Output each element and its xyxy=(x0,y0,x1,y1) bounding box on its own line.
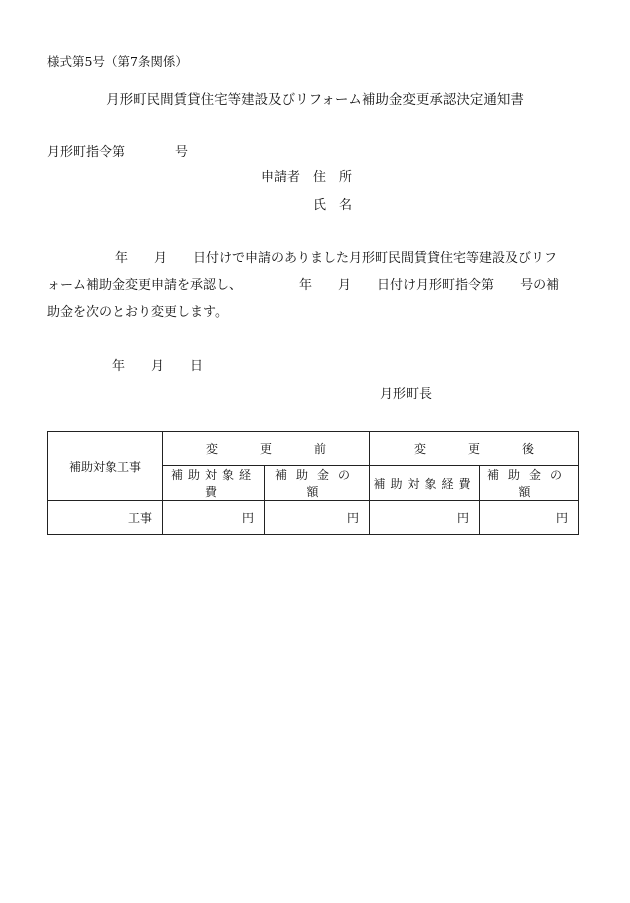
body-text-2a: ォーム補助金変更申請を承認し、 xyxy=(47,278,243,293)
body-line-2 xyxy=(47,272,587,299)
before-header-cell: 変更前 xyxy=(163,432,370,466)
issuer: 月形町長 xyxy=(380,387,433,402)
body-year-2: 年 xyxy=(299,278,313,293)
name-label: 氏 名 xyxy=(313,198,353,213)
date-month: 月 xyxy=(151,359,165,374)
after-cost-cell[interactable]: 円 xyxy=(370,501,480,535)
form-number: 様式第5号（第7条関係） xyxy=(47,54,188,69)
before-amount-cell[interactable]: 円 xyxy=(265,501,370,535)
body-month-1: 月 xyxy=(154,251,168,266)
body-year-1: 年 xyxy=(115,251,129,266)
reference-suffix: 号 xyxy=(175,145,189,160)
applicant-name-line xyxy=(313,194,352,213)
reference-number xyxy=(47,141,188,160)
date-day: 日 xyxy=(190,359,204,374)
body-text-1: 日付けで申請のありました月形町民間賃貸住宅等建設及びリフ xyxy=(193,251,558,266)
body-text-2c: 号の補 xyxy=(520,278,560,293)
subsidy-change-table xyxy=(47,431,579,535)
before-cost-header: 補助対象経費 xyxy=(163,466,265,501)
before-cost-cell[interactable]: 円 xyxy=(163,501,265,535)
before-amount-header: 補助金の額 xyxy=(265,466,370,501)
applicant-label: 申請者 xyxy=(261,170,301,185)
after-amount-cell[interactable]: 円 xyxy=(480,501,579,535)
row-header-cell: 補助対象工事 xyxy=(48,432,163,501)
after-amount-header: 補助金の額 xyxy=(480,466,579,501)
table-header-row xyxy=(48,432,579,466)
reference-prefix: 月形町指令第 xyxy=(47,145,126,160)
table-row xyxy=(48,501,579,535)
address-label: 住 所 xyxy=(313,170,353,185)
after-header-cell: 変更後 xyxy=(370,432,579,466)
body-text-3: 助金を次のとおり変更します。 xyxy=(47,305,228,320)
body-paragraph xyxy=(47,245,587,326)
body-line-3 xyxy=(47,299,587,326)
applicant-address-line xyxy=(261,166,352,185)
body-month-2: 月 xyxy=(338,278,352,293)
body-text-2b: 日付け月形町指令第 xyxy=(377,278,495,293)
date-year: 年 xyxy=(112,359,126,374)
after-cost-header: 補助対象経費 xyxy=(370,466,480,501)
document-title: 月形町民間賃貸住宅等建設及びリフォーム補助金変更承認決定通知書 xyxy=(106,92,524,108)
body-line-1 xyxy=(47,245,587,272)
issue-date xyxy=(112,355,203,374)
row-label-cell: 工事 xyxy=(48,501,163,535)
